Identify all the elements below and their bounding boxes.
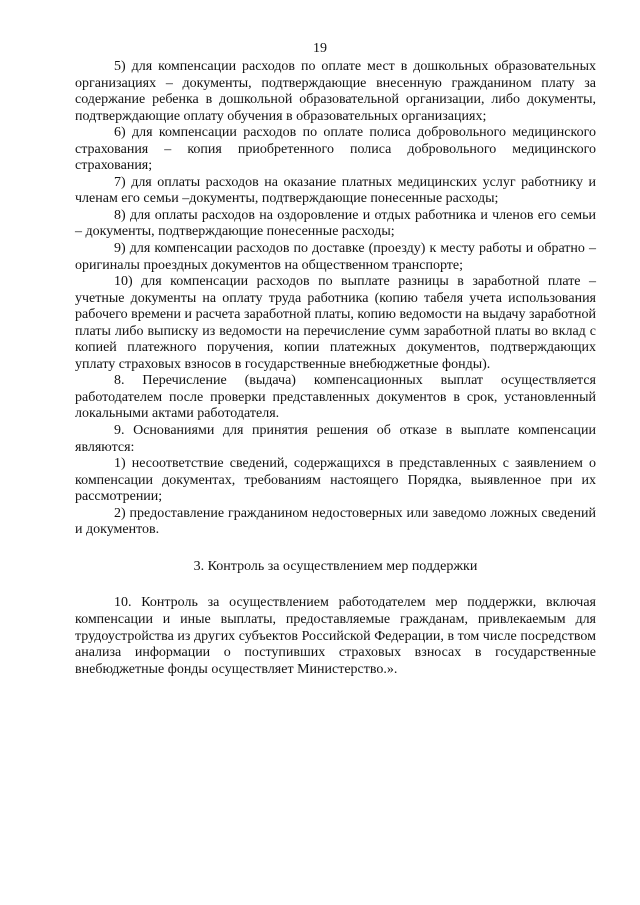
document-body	[75, 59, 596, 678]
paragraph-item-6: 6) для компенсации расходов по оплате полиса добровольного медицинского страхования – копия приобретенного полиса добровольного медицинского страхования;	[75, 125, 596, 174]
paragraph-refusal-reason-2: 2) предоставление гражданином недостоверных или заведомо ложных сведений и документов.	[75, 505, 596, 538]
paragraph-item-10: 10) для компенсации расходов по выплате разницы в заработной плате – учетные документы на оплату труда работника (копию табеля учета использования рабочего времени и расчета заработной платы, копию ведомости на выдачу заработной платы либо выписку из ведомости на перечисление сумм заработной платы во вклад с копией платежного поручения, копии платежных документов, подтверждающих уплату страховых взносов в государственные внебюджетные фонды).	[75, 274, 596, 372]
paragraph-item-7: 7) для оплаты расходов на оказание платных медицинских услуг работнику и членам его семьи –документы, подтверждающие понесенные расходы;	[75, 174, 596, 207]
paragraph-clause-8: 8. Перечисление (выдача) компенсационных выплат осуществляется работодателем после проверки представленных документов в срок, установленный локальными актами работодателя.	[75, 373, 596, 422]
paragraph-clause-9: 9. Основаниями для принятия решения об отказе в выплате компенсации являются:	[75, 423, 596, 455]
page-number: 19	[313, 41, 327, 56]
paragraph-item-9: 9) для компенсации расходов по доставке (проезду) к месту работы и обратно – оригиналы проездных документов на общественном транспорте;	[75, 241, 596, 273]
section-heading: 3. Контроль за осуществлением мер поддержки	[193, 558, 478, 574]
paragraph-refusal-reason-1: 1) несоответствие сведений, содержащихся в представленных с заявлением о компенсации документах, требованиям настоящего Порядка, выявленное при их рассмотрении;	[75, 456, 596, 505]
paragraph-item-8: 8) для оплаты расходов на оздоровление и отдых работника и членов его семьи – документы, подтверждающие понесенные расходы;	[75, 207, 596, 240]
paragraph-clause-10: 10. Контроль за осуществлением работодателем мер поддержки, включая компенсации и иные выплаты, предоставляемые гражданам, привлекаемым для трудоустройства из других субъектов Российской Федерации, в том числе посредством анализа информации о поступивших страховых взносах в государственные внебюджетные фонды осуществляет Министерство.».	[75, 595, 596, 677]
paragraph-item-5: 5) для компенсации расходов по оплате мест в дошкольных образовательных организациях – документы, подтверждающие внесенную гражданином плату за содержание ребенка в дошкольной образовательной организации, либо документы, подтверждающие оплату обучения в образовательных организациях;	[75, 59, 596, 124]
